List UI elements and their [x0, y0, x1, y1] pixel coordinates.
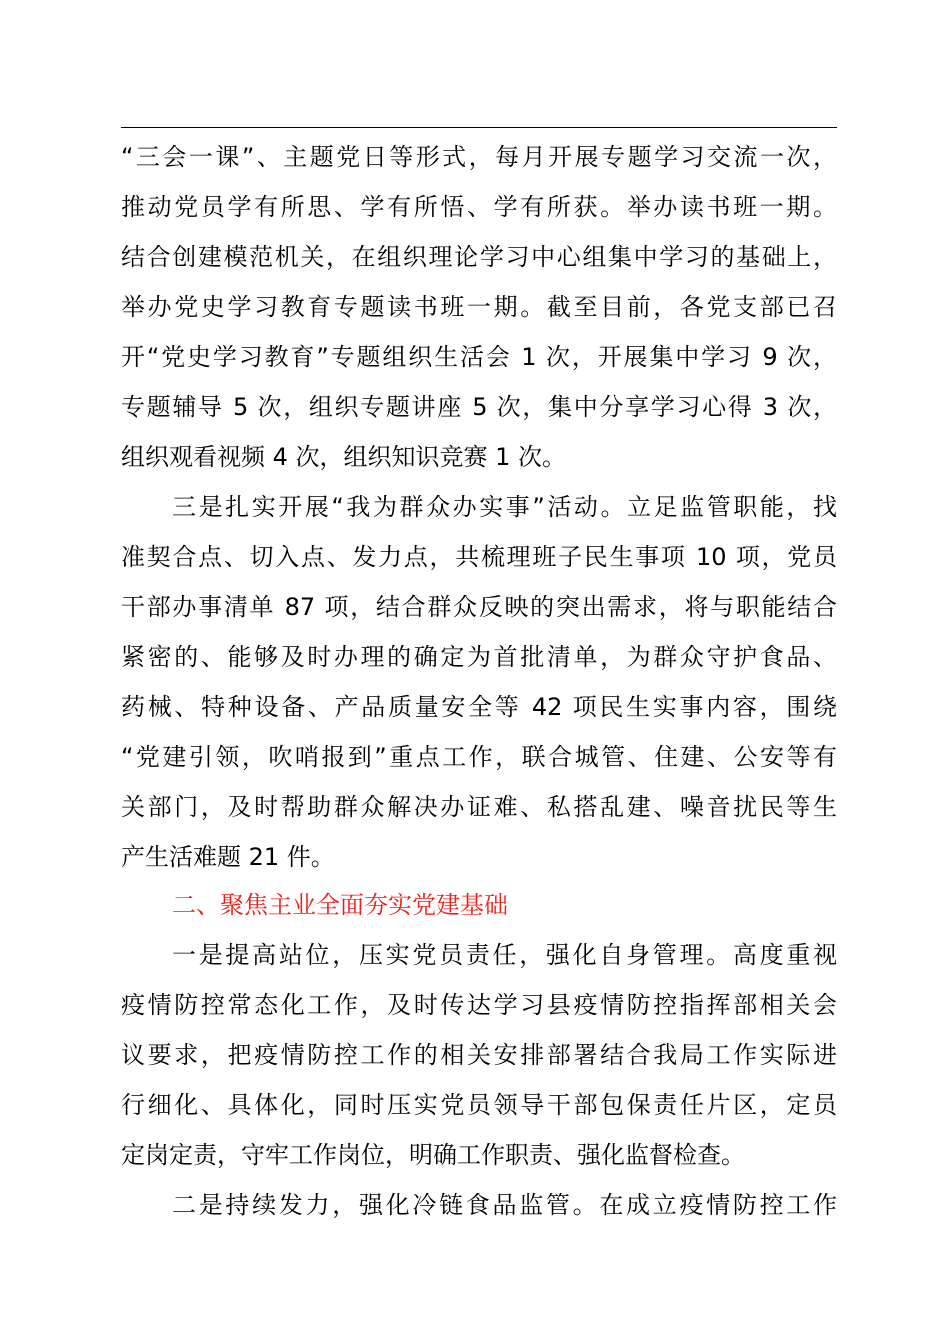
text-line: 定岗定责，守牢工作岗位，明确工作职责、强化监督检查。: [121, 1141, 745, 1169]
text-line: 三是扎实开展“我为群众办实事”活动。立足监管职能，找: [172, 493, 837, 521]
header-rule: [121, 127, 837, 128]
text-line: 干部办事清单 87 项，结合群众反映的突出需求，将与职能结合: [121, 593, 837, 621]
text-line: 结合创建模范机关，在组织理论学习中心组集中学习的基础上，: [121, 243, 837, 271]
text-line: 产生活难题 21 件。: [121, 843, 335, 871]
text-line: 专题辅导 5 次，组织专题讲座 5 次，集中分享学习心得 3 次，: [121, 393, 837, 421]
text-line: 行细化、具体化，同时压实党员领导干部包保责任片区，定员: [121, 1091, 837, 1119]
text-line: 组织观看视频 4 次，组织知识竞赛 1 次。: [121, 443, 567, 471]
text-line: 推动党员学有所思、学有所悟、学有所获。举办读书班一期。: [121, 193, 837, 221]
text-line: 议要求，把疫情防控工作的相关安排部署结合我局工作实际进: [121, 1041, 837, 1069]
text-line: “三会一课”、主题党日等形式，每月开展专题学习交流一次，: [121, 143, 837, 171]
text-line: “党建引领，吹哨报到”重点工作，联合城管、住建、公安等有: [121, 743, 837, 771]
text-line: 疫情防控常态化工作，及时传达学习县疫情防控指挥部相关会: [121, 991, 837, 1019]
text-line: 一是提高站位，压实党员责任，强化自身管理。高度重视: [172, 941, 837, 969]
text-line: 药械、特种设备、产品质量安全等 42 项民生实事内容，围绕: [121, 693, 837, 721]
text-line: 二是持续发力，强化冷链食品监管。在成立疫情防控工作: [172, 1191, 837, 1219]
text-line: 准契合点、切入点、发力点，共梳理班子民生事项 10 项，党员: [121, 543, 837, 571]
text-line: 举办党史学习教育专题读书班一期。截至目前，各党支部已召: [121, 293, 837, 321]
text-line: 开“党史学习教育”专题组织生活会 1 次，开展集中学习 9 次，: [121, 343, 837, 371]
section-heading: 二、聚焦主业全面夯实党建基础: [172, 891, 508, 919]
text-line: 紧密的、能够及时办理的确定为首批清单，为群众守护食品、: [121, 643, 837, 671]
text-line: 关部门，及时帮助群众解决办证难、私搭乱建、噪音扰民等生: [121, 793, 837, 821]
